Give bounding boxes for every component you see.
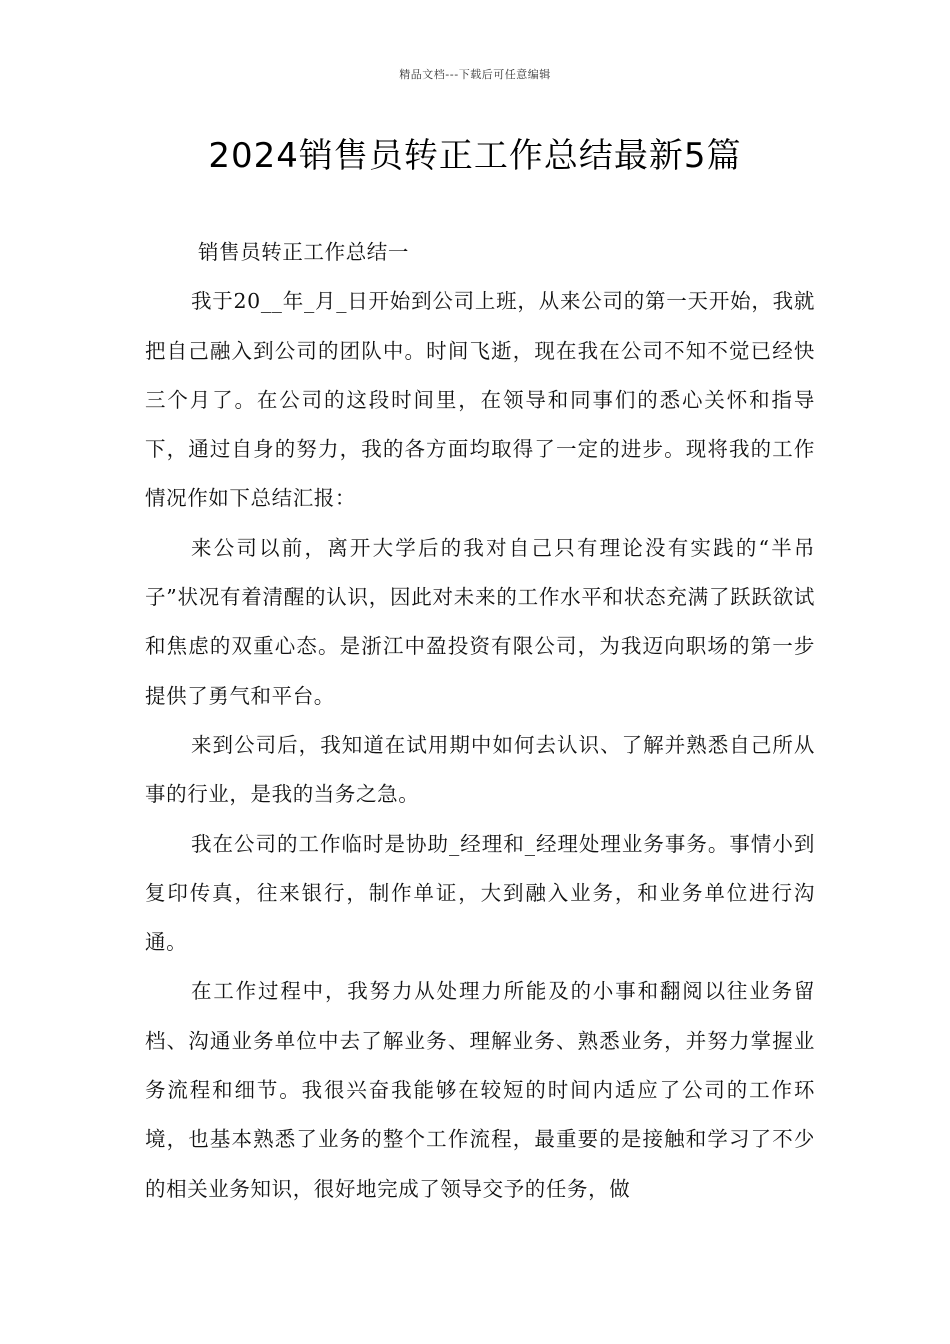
- document-title: 2024销售员转正工作总结最新5篇: [208, 136, 742, 176]
- paragraph: 在工作过程中，我努力从处理力所能及的小事和翻阅以往业务留档、沟通业务单位中去了解业务、理解业务、熟悉业务，并努力掌握业务流程和细节。我很兴奋我能够在较短的时间内适应了公司的工作环境，也基本熟悉了业务的整个工作流程，最重要的是接触和学习了不少的相关业务知识，很好地完成了领导交予的任务，做: [145, 979, 815, 1201]
- paragraph: 来到公司后，我知道在试用期中如何去认识、了解并熟悉自己所从事的行业，是我的当务之急。: [145, 732, 815, 807]
- paragraph: 我在公司的工作临时是协助_经理和_经理处理业务事务。事情小到复印传真，往来银行，制作单证，大到融入业务，和业务单位进行沟通。: [145, 831, 815, 955]
- section-heading: 销售员转正工作总结一: [198, 240, 409, 264]
- document-body: [145, 228, 815, 1214]
- paragraph: 来公司以前，离开大学后的我对自己只有理论没有实践的“半吊子”状况有着清醒的认识，因此对未来的工作水平和状态充满了跃跃欲试和焦虑的双重心态。是浙江中盈投资有限公司，为我迈向职场的第一步提供了勇气和平台。: [145, 535, 815, 708]
- paragraph: 我于20__年_月_日开始到公司上班，从来公司的第一天开始，我就把自己融入到公司的团队中。时间飞逝，现在我在公司不知不觉已经快三个月了。在公司的这段时间里，在领导和同事们的悉心关怀和指导下，通过自身的努力，我的各方面均取得了一定的进步。现将我的工作情况作如下总结汇报：: [145, 289, 815, 511]
- header-note: 精品文档---下载后可任意编辑: [399, 68, 551, 81]
